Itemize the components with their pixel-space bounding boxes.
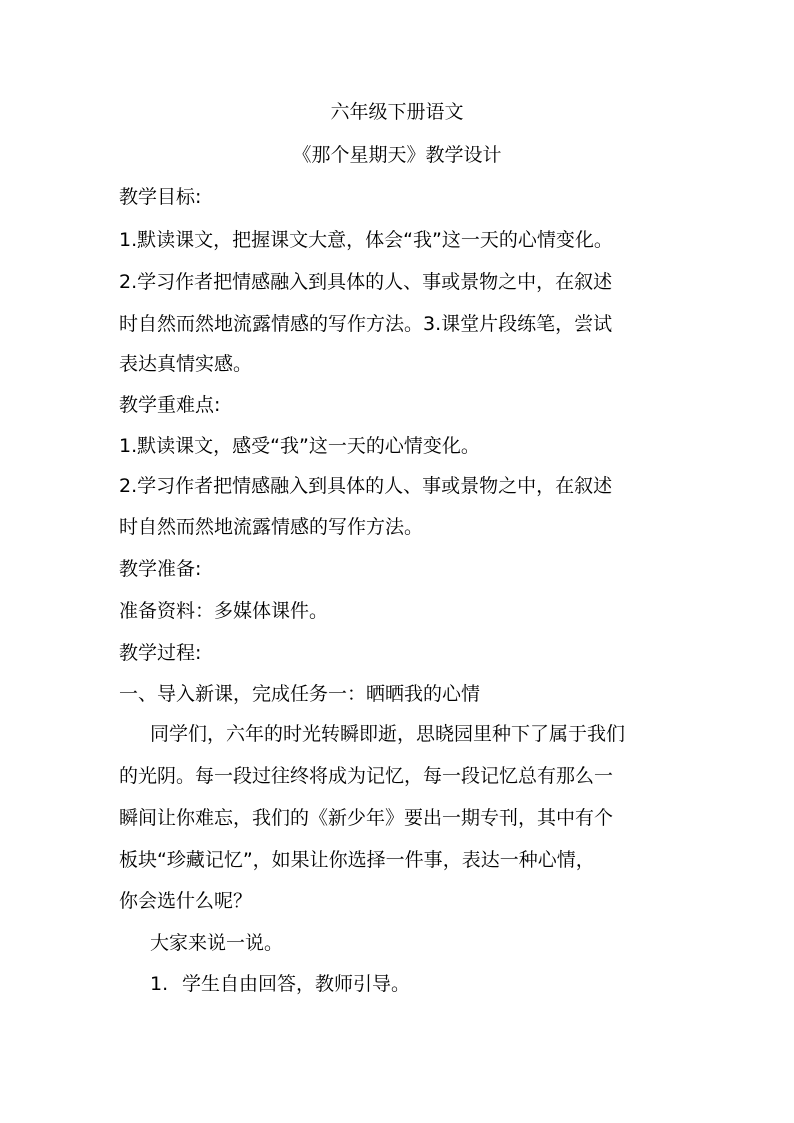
- paragraph-2-line-1: 大家来说一说。: [150, 932, 284, 954]
- goals-line-3: 时自然而然地流露情感的写作方法。3.课堂片段练笔，尝试: [119, 313, 613, 335]
- step-1-text: 学生自由回答，教师引导。: [182, 973, 411, 995]
- paragraph-1-line-3: 瞬间让你难忘，我们的《新少年》要出一期专刊，其中有个: [119, 807, 614, 829]
- paragraph-1-line-2: 的光阴。每一段过往终将成为记忆，每一段记忆总有那么一: [119, 765, 614, 787]
- paragraph-1-line-5: 你会选什么呢？: [119, 890, 253, 912]
- document-title: 六年级下册语文: [330, 101, 464, 123]
- key-points-line-1: 1.默读课文，感受“我”这一天的心情变化。: [119, 435, 480, 457]
- paragraph-1-line-4: 板块“珍藏记忆”，如果让你选择一件事，表达一种心情，: [119, 849, 595, 871]
- goals-line-4: 表达真情实感。: [119, 353, 253, 375]
- step-1-number: 1.: [150, 973, 169, 995]
- preparation-heading: 教学准备:: [119, 558, 202, 580]
- paragraph-1-line-1: 同学们，六年的时光转瞬即逝，思晓园里种下了属于我们: [150, 723, 626, 745]
- document-subtitle: 《那个星期天》教学设计: [292, 144, 502, 166]
- key-points-heading: 教学重难点:: [119, 394, 221, 416]
- key-points-line-2: 2.学习作者把情感融入到具体的人、事或景物之中，在叙述: [119, 475, 613, 497]
- goals-heading: 教学目标:: [119, 186, 202, 208]
- preparation-line-1: 准备资料：多媒体课件。: [119, 600, 329, 622]
- process-heading: 教学过程:: [119, 642, 202, 664]
- step-1: [150, 972, 410, 996]
- goals-line-1: 1.默读课文，把握课文大意，体会“我”这一天的心情变化。: [119, 229, 613, 251]
- key-points-line-3: 时自然而然地流露情感的写作方法。: [119, 516, 424, 538]
- goals-line-2: 2.学习作者把情感融入到具体的人、事或景物之中，在叙述: [119, 271, 613, 293]
- section-1-heading: 一、导入新课，完成任务一：晒晒我的心情: [119, 683, 481, 705]
